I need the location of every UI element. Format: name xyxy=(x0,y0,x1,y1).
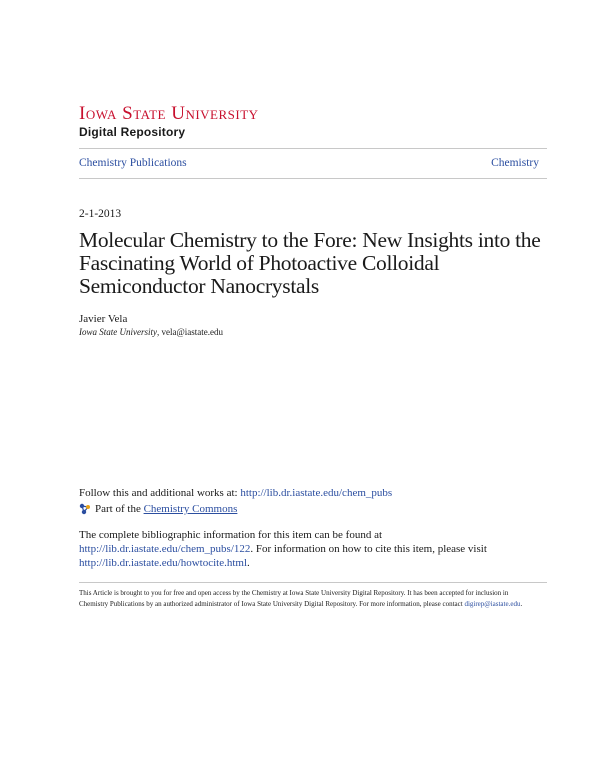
article-title: Molecular Chemistry to the Fore: New Insights into the Fascinating World of Photoactive Colloidal Semiconductor Nanocrystals xyxy=(79,228,541,298)
nav-divider xyxy=(79,178,547,179)
logo-repository-name: Digital Repository xyxy=(79,125,186,139)
top-divider xyxy=(79,148,547,149)
affiliation-name: Iowa State University xyxy=(79,327,157,337)
logo-university-name: Iowa State University xyxy=(79,103,259,124)
author-affiliation: Iowa State University, vela@iastate.edu xyxy=(79,327,224,337)
how-to-cite-link[interactable]: http://lib.dr.iastate.edu/howtocite.html xyxy=(79,557,248,569)
footer-divider xyxy=(79,582,547,583)
author-name: Javier Vela xyxy=(79,313,128,325)
bib-text-1: The complete bibliographic information for this item can be found at xyxy=(79,529,383,541)
part-of-prefix: Part of the xyxy=(95,503,141,515)
bib-text-2: . For information on how to cite this item, please visit xyxy=(250,543,487,555)
bib-text-3: . xyxy=(247,557,250,569)
chemistry-commons-link[interactable]: Chemistry Commons xyxy=(143,503,238,515)
commons-network-icon xyxy=(79,503,91,515)
follow-line xyxy=(79,487,392,499)
follow-prefix: Follow this and additional works at: xyxy=(79,487,241,499)
footer-end: . xyxy=(520,600,523,608)
author-email: vela@iastate.edu xyxy=(161,327,224,337)
publication-date: 2-1-2013 xyxy=(79,208,122,220)
department-link[interactable]: Chemistry xyxy=(491,157,539,169)
footer-notice xyxy=(79,588,524,610)
collection-link[interactable]: Chemistry Publications xyxy=(79,157,187,169)
item-url-link[interactable]: http://lib.dr.iastate.edu/chem_pubs/122 xyxy=(79,543,251,555)
collection-nav xyxy=(79,157,539,169)
collection-url-link[interactable]: http://lib.dr.iastate.edu/chem_pubs xyxy=(240,487,393,499)
repository-logo xyxy=(79,104,259,139)
contact-email-link[interactable]: digirep@iastate.edu xyxy=(464,600,521,608)
bibliographic-info xyxy=(79,528,509,570)
part-of-line xyxy=(79,503,237,515)
footer-text: This Article is brought to you for free and open access by the Chemistry at Iowa State University Digital Repository. It has been accepted for inclusion in Chemistry Publications by an authorized administrator of Iowa State University Digital Repository. For more information, please contact xyxy=(79,589,509,608)
